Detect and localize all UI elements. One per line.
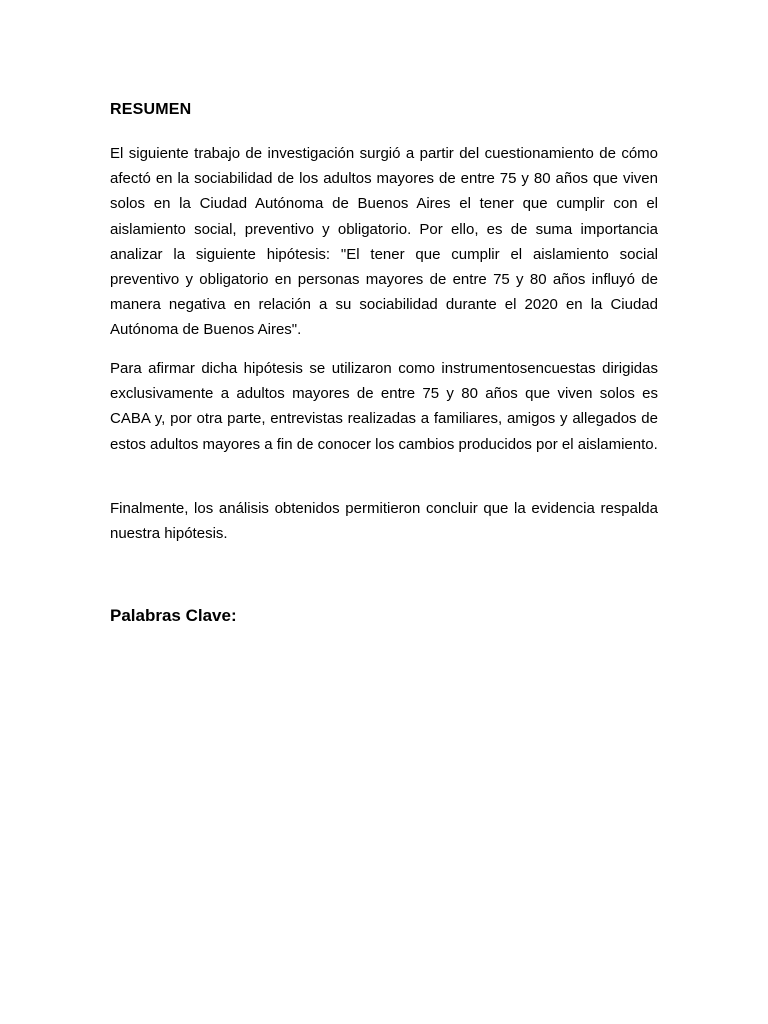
abstract-paragraph-1: El siguiente trabajo de investigación surgió a partir del cuestionamiento de cómo afectó en la sociabilidad de los adultos mayores de entre 75 y 80 años que viven solos en la Ciudad Autónoma de Buenos Aires el tener que cumplir con el aislamiento social, preventivo y obligatorio. Por ello, es de suma importancia analizar la siguiente hipótesis: "El tener que cumplir el aislamiento social preventivo y obligatorio en personas mayores de entre 75 y 80 años influyó de manera negativa en relación a su sociabilidad durante el 2020 en la Ciudad Autónoma de Buenos Aires". bbox=[110, 145, 658, 339]
section-heading: RESUMEN bbox=[110, 101, 192, 118]
abstract-paragraph-2: Para afirmar dicha hipótesis se utilizaron como instrumentosencuestas dirigidas exclusivamente a adultos mayores de entre 75 y 80 años que viven solos es CABA y, por otra parte, entrevistas realizadas a familiares, amigos y allegados de estos adultos mayores a fin de conocer los cambios producidos por el aislamiento. bbox=[110, 360, 658, 453]
keywords-label: Palabras Clave: bbox=[110, 606, 237, 625]
abstract-paragraph-3: Finalmente, los análisis obtenidos permitieron concluir que la evidencia respalda nuestra hipótesis. bbox=[110, 500, 658, 543]
